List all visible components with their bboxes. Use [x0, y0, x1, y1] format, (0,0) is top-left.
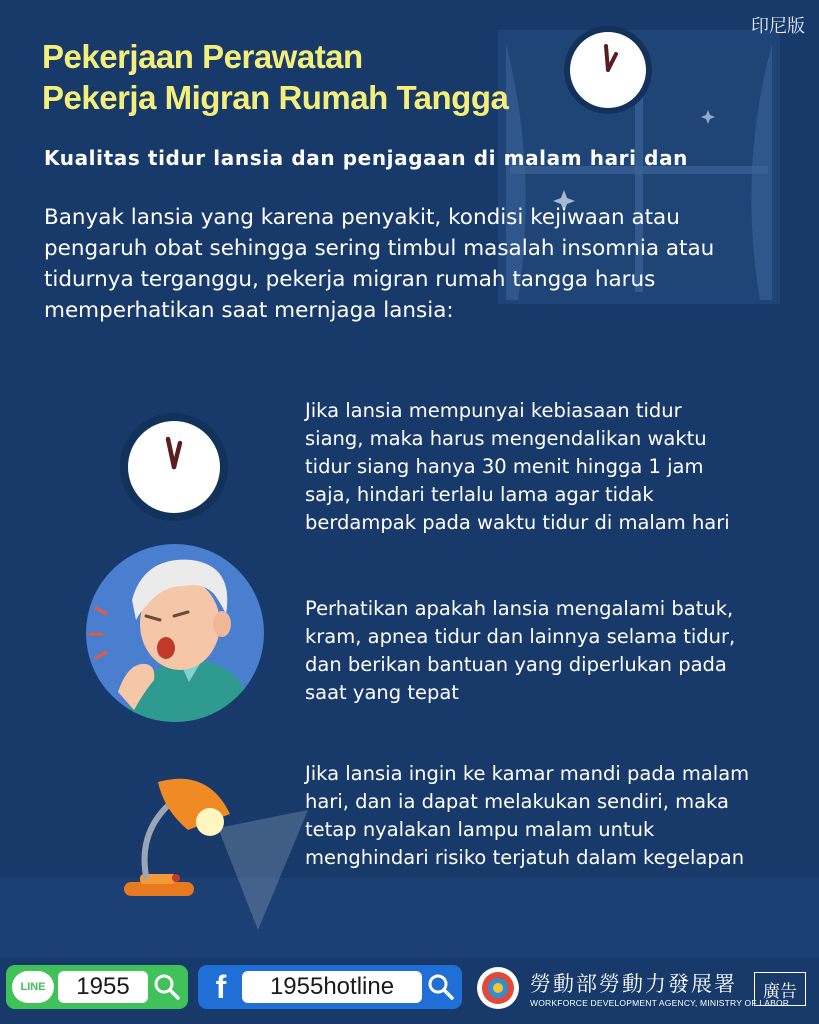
tip-line: hari, dan ia dapat melakukan sendiri, maka [305, 790, 729, 813]
tip-line: kram, apnea tidur dan lainnya selama tidur, [305, 625, 736, 648]
ministry-name-english: WORKFORCE DEVELOPMENT AGENCY, MINISTRY OF LABOR [530, 998, 790, 1008]
language-tag: 印尼版 [751, 16, 805, 37]
page-subtitle: Kualitas tidur lansia dan penjagaan di malam hari dan [44, 146, 689, 170]
intro-line: Banyak lansia yang karena penyakit, kondisi kejiwaan atau [44, 205, 680, 230]
tip-line: saja, hindari terlalu lama agar tidak [305, 483, 654, 506]
tip-line: dan berikan bantuan yang diperlukan pada [305, 653, 727, 676]
line-contact-button[interactable] [6, 965, 188, 1009]
tip-line: saat yang tepat [305, 681, 459, 704]
intro-paragraph [44, 202, 784, 326]
tip-line: tetap nyalakan lampu malam untuk [305, 818, 655, 841]
facebook-logo-icon: f [215, 968, 227, 1005]
intro-line: pengaruh obat sehingga sering timbul masalah insomnia atau [44, 236, 715, 261]
night-lamp-icon [118, 770, 318, 930]
facebook-contact-button[interactable] [198, 965, 462, 1009]
tip-item-cough [305, 595, 795, 707]
tip-line: Jika lansia mempunyai kebiasaan tidur [305, 399, 682, 422]
tip-item-nap [305, 397, 795, 537]
tip-item-night-lamp [305, 760, 795, 872]
tip-line: Perhatikan apakah lansia mengalami batuk, [305, 597, 734, 620]
tip-line: berdampak pada waktu tidur di malam hari [305, 511, 730, 534]
page-title [42, 36, 508, 118]
line-logo-icon: LINE [12, 971, 54, 1003]
search-icon [426, 972, 456, 1002]
title-line-1: Pekerjaan Perawatan [42, 38, 363, 75]
advertisement-tag: 廣告 [754, 972, 806, 1006]
intro-line: tidurnya terganggu, pekerja migran rumah tangga harus [44, 267, 656, 292]
intro-line: memperhatikan saat mernjaga lansia: [44, 298, 454, 323]
tip-line: siang, maka harus mengendalikan waktu [305, 427, 707, 450]
tip-line: tidur siang hanya 30 menit hingga 1 jam [305, 455, 704, 478]
tip-line: menghindari risiko terjatuh dalam kegelapan [305, 846, 745, 869]
coughing-elder-icon [84, 542, 266, 724]
tip-line: Jika lansia ingin ke kamar mandi pada malam [305, 762, 750, 785]
facebook-id-text: 1955hotline [242, 971, 422, 1003]
top-clock-icon [562, 24, 654, 116]
ministry-name-chinese: 勞動部勞動力發展署 [530, 972, 737, 996]
ministry-logo-icon [476, 966, 520, 1010]
title-line-2: Pekerja Migran Rumah Tangga [42, 79, 509, 116]
search-icon [152, 972, 182, 1002]
line-id-text: 1955 [58, 971, 148, 1003]
clock-icon [118, 411, 230, 523]
